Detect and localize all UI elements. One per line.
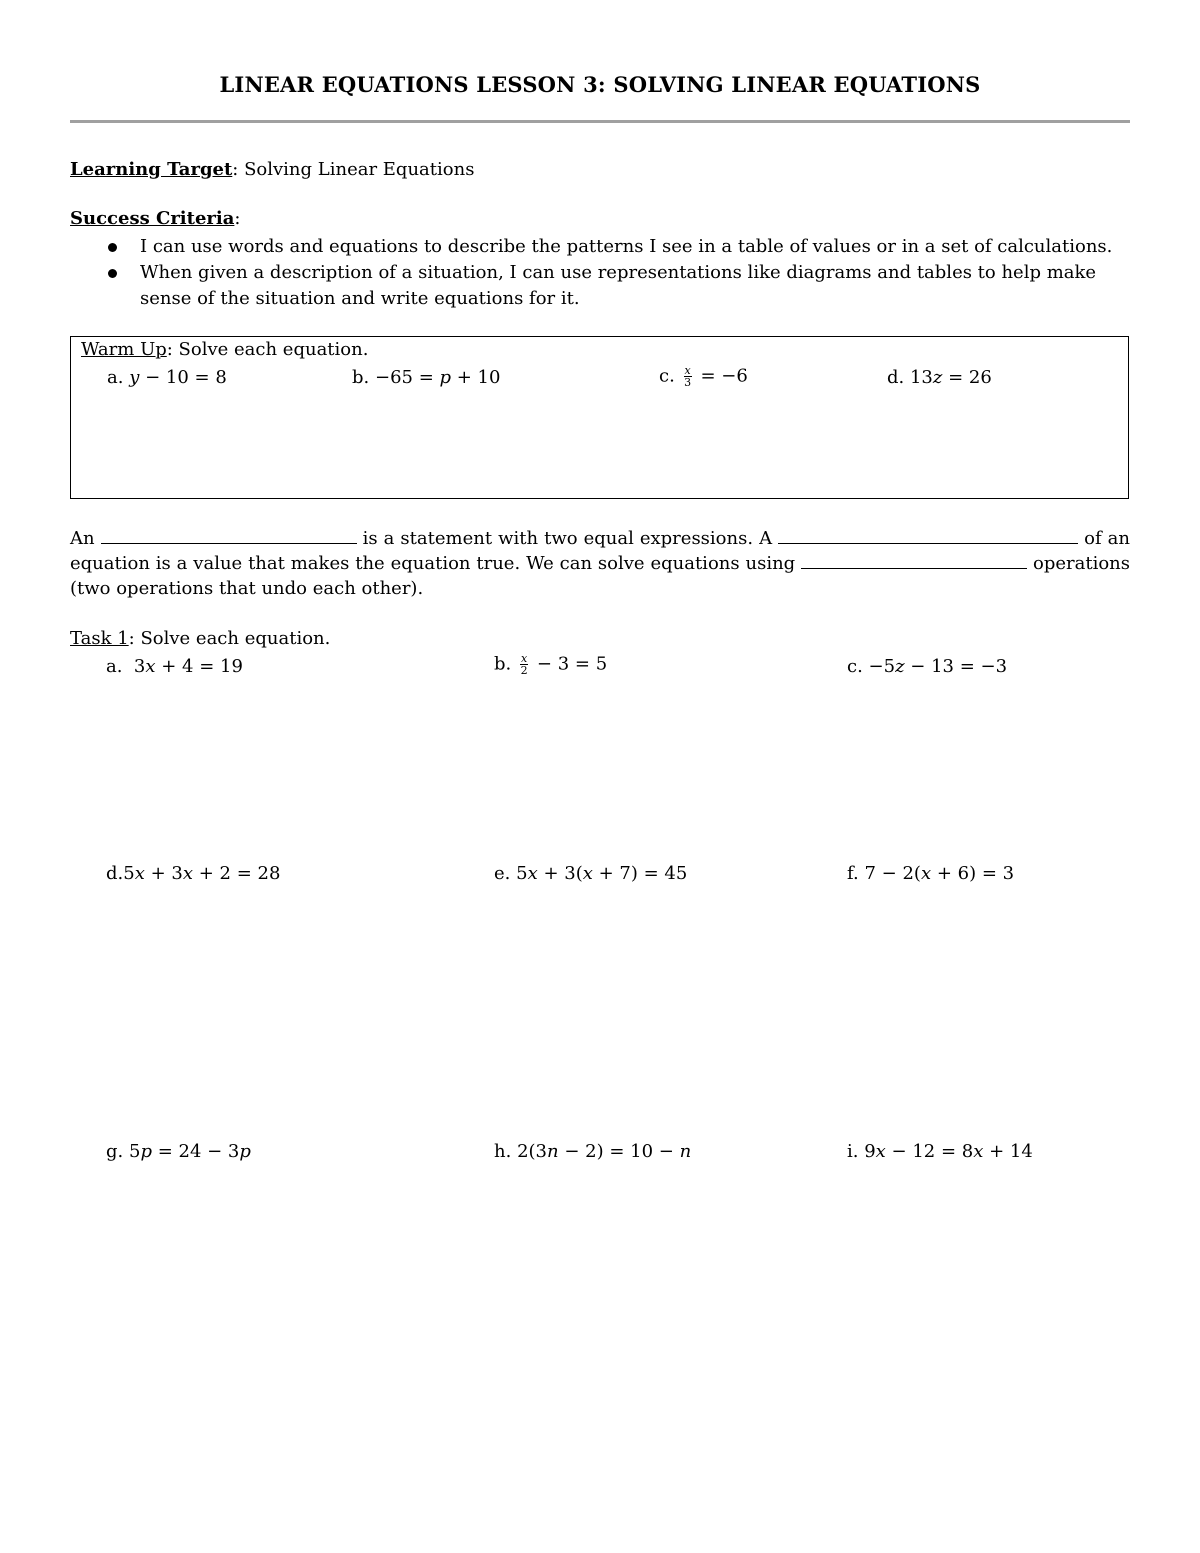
task1-instruction: : Solve each equation. — [128, 628, 331, 649]
item-letter: c. — [659, 365, 675, 387]
equation-part: + 4 = 19 — [155, 656, 243, 677]
task1-equation-c — [847, 656, 1007, 677]
warm-up-label: Warm Up — [81, 339, 167, 360]
warm-up-equation-c — [659, 365, 748, 388]
warm-up-heading — [81, 339, 368, 360]
success-criteria-label: Success Criteria — [70, 208, 235, 229]
page-title: LINEAR EQUATIONS LESSON 3: SOLVING LINEAR EQUATIONS — [219, 72, 981, 97]
task1-heading — [70, 628, 330, 649]
warm-up-equation-d — [887, 367, 992, 388]
list-item — [70, 260, 1130, 312]
variable: z — [932, 367, 943, 388]
equation-part: 5 — [128, 1141, 141, 1162]
variable: x — [875, 1141, 886, 1162]
blank-equation[interactable] — [101, 527, 357, 544]
paragraph-text: of an equation is a value that makes the equation true. We can solve equations using — [70, 528, 1130, 574]
warm-up-instruction: : Solve each equation. — [166, 339, 369, 360]
item-letter: e. — [494, 863, 511, 884]
bullet-icon — [108, 269, 117, 278]
paragraph-text: is a statement with two equal expressions. A — [362, 528, 773, 549]
numerator: x — [520, 652, 528, 665]
equation-rest: − 10 = 8 — [139, 367, 227, 388]
equation-part: + 3( — [537, 863, 583, 884]
item-letter: a. — [107, 367, 124, 388]
criteria-text: When given a description of a situation, I can use representations like diagrams and tables to help make sense of the situation and write equations for it. — [140, 262, 1097, 309]
item-letter: a. — [106, 656, 123, 677]
task1-equation-b — [494, 653, 607, 676]
item-letter: d. — [887, 367, 905, 388]
variable: n — [679, 1141, 692, 1162]
variable: z — [895, 656, 905, 677]
equation-part: + 14 — [983, 1141, 1033, 1162]
warm-up-equation-b — [352, 367, 500, 388]
variable: x — [527, 863, 538, 884]
warm-up-box — [70, 336, 1129, 499]
variable: p — [439, 367, 452, 388]
item-letter: h. — [494, 1141, 512, 1162]
equation-pre: 13 — [909, 367, 933, 388]
success-criteria-heading — [70, 208, 240, 229]
variable: x — [973, 1141, 984, 1162]
equation-part: − 12 = 8 — [885, 1141, 974, 1162]
task1-equation-a — [106, 656, 243, 677]
paragraph-text: An — [70, 528, 95, 549]
item-letter: g. — [106, 1141, 124, 1162]
item-letter: b. — [352, 367, 370, 388]
learning-target — [70, 159, 474, 180]
equation-part: − 2) = 10 − — [558, 1141, 680, 1162]
paragraph-text: operations (two operations that undo each other). — [70, 553, 1130, 599]
blank-inverse[interactable] — [801, 552, 1027, 569]
equation-part: 5 — [516, 863, 528, 884]
equation-part: + 2 = 28 — [193, 863, 281, 884]
equation-part: + 7) = 45 — [592, 863, 688, 884]
fill-in-paragraph — [70, 526, 1130, 601]
variable: x — [182, 863, 193, 884]
variable: y — [129, 367, 140, 388]
equation-rest: = 26 — [942, 367, 992, 388]
warm-up-equation-a — [107, 367, 227, 388]
fraction — [520, 653, 528, 676]
item-letter: c. — [847, 656, 863, 677]
task1-label: Task 1 — [70, 628, 129, 649]
item-letter: f. — [847, 863, 859, 884]
task1-equation-i — [847, 1141, 1033, 1162]
task1-equation-d — [106, 863, 280, 884]
numerator: x — [684, 364, 691, 377]
equation-part: − 13 = −3 — [904, 656, 1008, 677]
task1-equation-e — [494, 863, 687, 884]
item-letter: i. — [847, 1141, 859, 1162]
variable: x — [582, 863, 593, 884]
item-letter: b. — [494, 653, 512, 675]
variable: p — [140, 1141, 152, 1162]
equation-part: = 24 − 3 — [151, 1141, 240, 1162]
item-letter: d. — [106, 863, 124, 884]
blank-solution[interactable] — [778, 527, 1078, 544]
equation-part: −5 — [868, 656, 896, 677]
equation-part: 5 — [123, 863, 135, 884]
learning-target-text: : Solving Linear Equations — [232, 159, 475, 180]
equation-part: 7 − 2( — [864, 863, 921, 884]
denominator: 3 — [684, 376, 692, 389]
variable: x — [134, 863, 145, 884]
equation-part: + 3 — [144, 863, 183, 884]
equation-part: 2(3 — [517, 1141, 547, 1162]
variable: x — [145, 656, 156, 677]
variable: p — [239, 1141, 251, 1162]
equation-rest: = −6 — [694, 365, 748, 387]
equation-part: 9 — [864, 1141, 876, 1162]
title-divider — [70, 120, 1130, 123]
equation-rest: − 3 = 5 — [531, 653, 608, 675]
variable: x — [920, 863, 932, 884]
learning-target-label: Learning Target — [70, 159, 233, 180]
bullet-icon — [108, 243, 117, 252]
task1-equation-h — [494, 1141, 691, 1162]
variable: n — [547, 1141, 559, 1162]
denominator: 2 — [520, 664, 528, 677]
fraction — [684, 365, 692, 388]
equation-pre: −65 = — [374, 367, 440, 388]
equation-rest: + 10 — [451, 367, 501, 388]
success-criteria-colon: : — [234, 208, 241, 229]
equation-part: + 6) = 3 — [931, 863, 1015, 884]
equation-part: 3 — [133, 656, 146, 677]
list-item — [70, 234, 1130, 260]
criteria-text: I can use words and equations to describe the patterns I see in a table of values or in a set of calculations. — [140, 236, 1113, 257]
success-criteria-list — [70, 234, 1130, 312]
task1-equation-g — [106, 1141, 251, 1162]
task1-equation-f — [847, 863, 1014, 884]
